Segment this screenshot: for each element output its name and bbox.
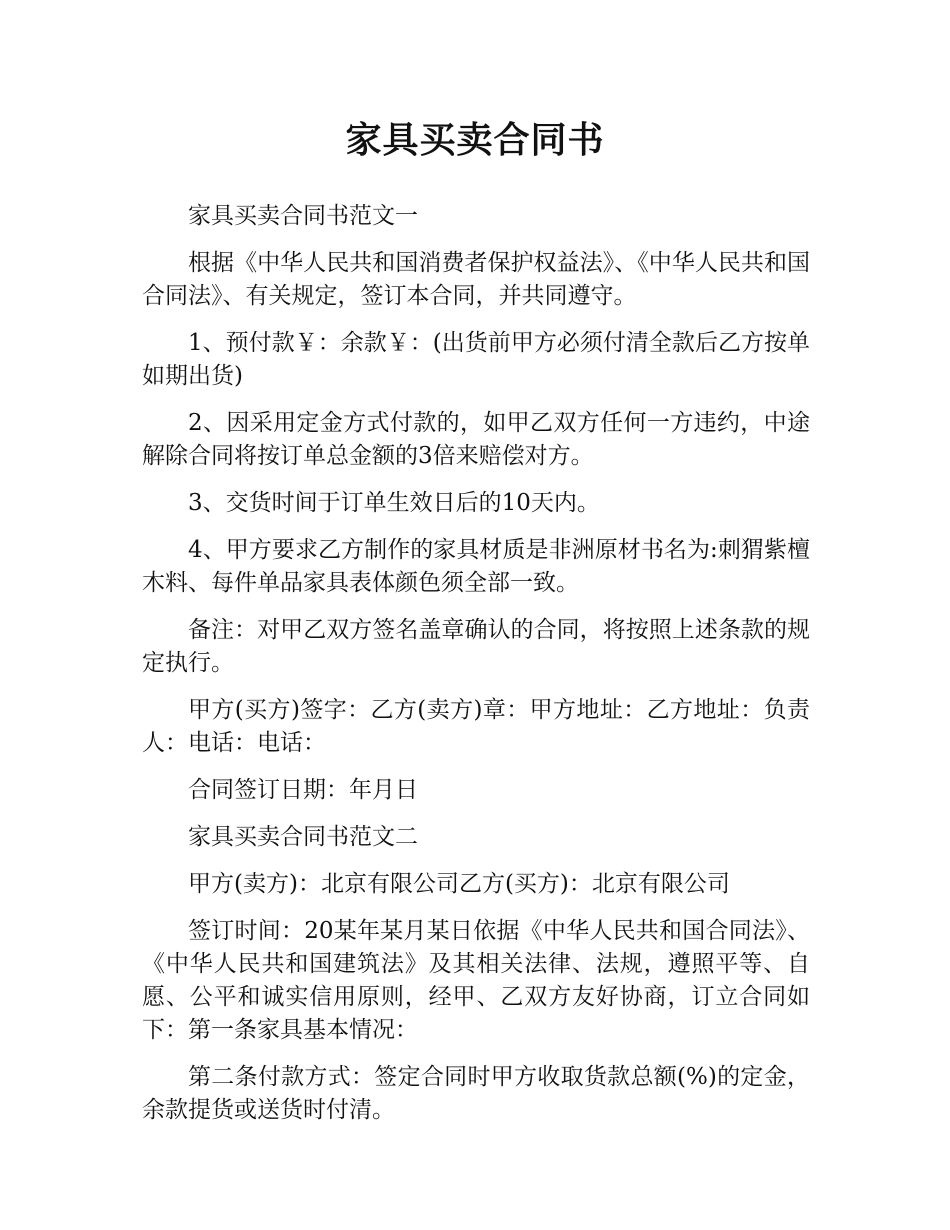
paragraph-sample-one-heading: 家具买卖合同书范文一: [188, 203, 418, 229]
paragraph-clause-4: 4、甲方要求乙方制作的家具材质是非洲原材书名为:刺猬紫檀木料、每件单品家具表体颜色须全部一致。: [142, 537, 810, 596]
paragraph-signatures: 甲方(买方)签字：乙方(卖方)章：甲方地址：乙方地址：负责人：电话：电话：: [142, 697, 810, 756]
paragraph-payment-method: 第二条付款方式：签定合同时甲方收取货款总额(%)的定金，余款提货或送货时付清。: [142, 1064, 810, 1123]
paragraph-clause-3: 3、交货时间于订单生效日后的10天内。: [188, 490, 600, 516]
document-title: 家具买卖合同书: [345, 120, 605, 161]
paragraph-remark: 备注：对甲乙双方签名盖章确认的合同，将按照上述条款的规定执行。: [142, 617, 810, 676]
paragraph-legal-basis: 根据《中华人民共和国消费者保护权益法》、《中华人民共和国合同法》、有关规定，签订本合同，并共同遵守。: [142, 250, 810, 309]
document-body: [142, 200, 810, 1141]
paragraph-sample-two-heading: 家具买卖合同书范文二: [188, 824, 418, 850]
paragraph-sign-time-basis: 签订时间：20某年某月某日依据《中华人民共和国合同法》、《中华人民共和国建筑法》及其相关法律、法规，遵照平等、自愿、公平和诚实信用原则，经甲、乙双方友好协商，订立合同如下：第一条家具基本情况：: [142, 918, 810, 1043]
paragraph-parties: 甲方(卖方)：北京有限公司乙方(买方)：北京有限公司: [188, 871, 730, 897]
paragraph-clause-1: 1、预付款￥：余款￥：(出货前甲方必须付清全款后乙方按单如期出货): [142, 330, 810, 389]
paragraph-clause-2: 2、因采用定金方式付款的，如甲乙双方任何一方违约，中途解除合同将按订单总金额的3倍来赔偿对方。: [142, 410, 810, 469]
paragraph-sign-date: 合同签订日期：年月日: [188, 777, 418, 803]
